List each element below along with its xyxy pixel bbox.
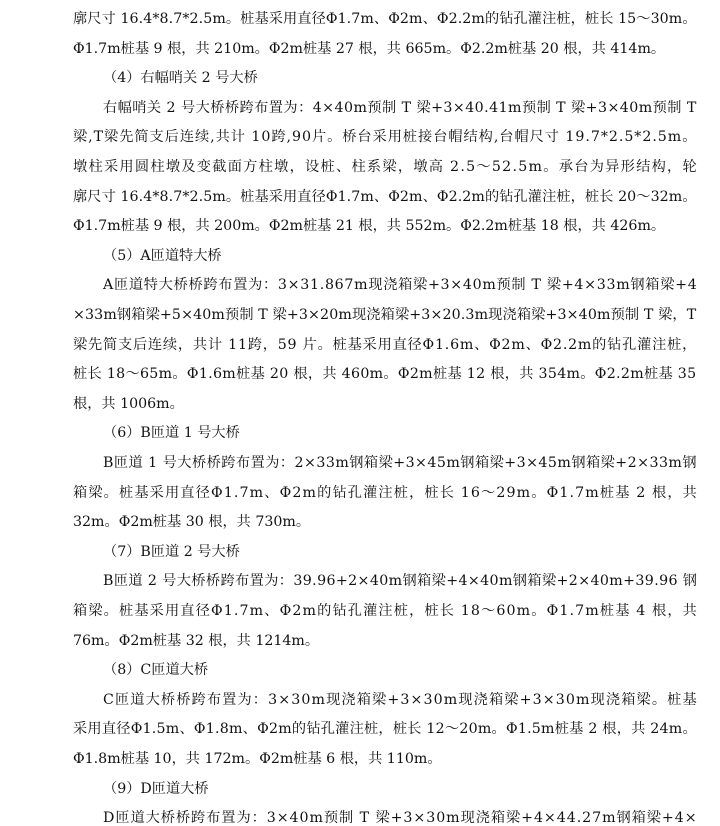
text-line: C 匝 道 大 桥 桥 跨 布 置 为 ： 3 × 3 0 m 现 浇 箱 梁 + 3 × 3 0 m 现 浇 箱 梁 + 3 × 3 0 m 现 浇 箱 梁 。 桩 基	[103, 691, 697, 708]
text-line: 廓 尺 寸 1 6 . 4 * 8 . 7 * 2 . 5 m 。 桩 基 采 用 直 径 Φ 1 . 7 m 、 Φ 2 m 、 Φ 2 . 2 m 的 钻 孔 灌 注 桩 ， 桩 长 1 5 ～ 3 0 m 。	[73, 11, 697, 27]
section-heading: （7）B匝道 2 号大桥	[103, 543, 240, 560]
text-line: Φ1.7m桩基 9 根，共 210m。Φ2m桩基 27 根，共 665m。Φ2.2m桩基 20 根，共 414m。	[73, 40, 666, 57]
section-heading: （8）C匝道大桥	[103, 662, 209, 679]
section-heading: （4）右幅哨关 2 号大桥	[103, 70, 258, 87]
section-heading: （5）A匝道特大桥	[103, 247, 222, 264]
text-line: 右 幅 哨 关 2 号 大 桥 桥 跨 布 置 为 ： 4 × 4 0 m 预 制 T 梁 + 3 × 4 0 . 4 1 m 预 制 T 梁 + 3 × 4 0 m 预 制 T	[103, 99, 697, 116]
text-line: 76m。Φ2m桩基 32 根，共 1214m。	[73, 632, 320, 649]
text-line: 梁 先 简 支 后 连 续 ， 共 计 1 1 跨 ， 5 9 片 。 桩 基 采 用 直 径 Φ 1 . 6 m 、 Φ 2 m 、 Φ 2 . 2 m 的 钻 孔 灌 注 桩 ，	[73, 336, 697, 353]
text-line: 箱 梁 。 桩 基 采 用 直 径 Φ 1 . 7 m 、 Φ 2 m 的 钻 孔 灌 注 桩 ， 桩 长 1 6 ～ 2 9 m 。 Φ 1 . 7 m 桩 基 2 根 ， 共	[73, 484, 697, 501]
text-line: 32m。Φ2m桩基 30 根，共 730m。	[73, 514, 311, 531]
text-line: 桩 长 1 8 ～ 6 5 m 。 Φ 1 . 6 m 桩 基 2 0 根 ， 共 4 6 0 m 。 Φ 2 m 桩 基 1 2 根 ， 共 3 5 4 m 。 Φ 2 . 2 m 桩 基 3 5	[73, 366, 697, 383]
section-heading: （6）B匝道 1 号大桥	[103, 425, 240, 442]
text-line: 箱 梁 。 桩 基 采 用 直 径 Φ 1 . 7 m 、 Φ 2 m 的 钻 孔 灌 注 桩 ， 桩 长 1 8 ～ 6 0 m 。 Φ 1 . 7 m 桩 基 4 根 ， 共	[73, 603, 697, 619]
text-line: 廓 尺 寸 1 6 . 4 * 8 . 7 * 2 . 5 m 。 桩 基 采 用 直 径 Φ 1 . 7 m 、 Φ 2 m 、 Φ 2 . 2 m 的 钻 孔 灌 注 桩 ， 桩 长 2 0 ～ 3 2 m 。	[73, 188, 697, 205]
section-heading: （9）D匝道大桥	[103, 780, 209, 797]
text-line: Φ1.7m桩基 9 根，共 200m。Φ2m桩基 21 根，共 552m。Φ2.2m桩基 18 根，共 426m。	[73, 218, 666, 235]
text-line: 根，共 1006m。	[73, 395, 184, 412]
text-line: B 匝 道 1 号 大 桥 桥 跨 布 置 为 ： 2 × 3 3 m 钢 箱 梁 + 3 × 4 5 m 钢 箱 梁 + 3 × 4 5 m 钢 箱 梁 + 2 × 3 3 m 钢	[103, 455, 697, 471]
text-line: 梁 , T 梁 先 简 支 后 连 续 , 共 计 1 0 跨 , 9 0 片 。 桥 台 采 用 桩 接 台 帽 结 构 , 台 帽 尺 寸 1 9 . 7 * 2 . 5 * 2 . 5 m 。	[73, 129, 697, 146]
text-line: B 匝 道 2 号 大 桥 桥 跨 布 置 为 ： 3 9 . 9 6 + 2 × 4 0 m 钢 箱 梁 + 4 × 4 0 m 钢 箱 梁 + 2 × 4 0 m + 3 9 . 9 6 钢	[103, 573, 697, 590]
text-line: D 匝 道 大 桥 桥 跨 布 置 为 ： 3 × 4 0 m 预 制 T 梁 + 3 × 3 0 m 现 浇 箱 梁 + 4 × 4 4 . 2 7 m 钢 箱 梁 + 4 ×	[103, 810, 697, 826]
text-line: 墩 柱 采 用 圆 柱 墩 及 变 截 面 方 柱 墩 ， 设 桩 、 柱 系 梁 ， 墩 高 2 . 5 ～ 5 2 . 5 m 。 承 台 为 异 形 结 构 ， 轮	[73, 159, 697, 175]
text-line: A 匝 道 特 大 桥 桥 跨 布 置 为 ： 3 × 3 1 . 8 6 7 m 现 浇 箱 梁 + 3 × 4 0 m 预 制 T 梁 + 4 × 3 3 m 钢 箱 梁 + 4	[103, 277, 697, 294]
text-line: Φ1.8m桩基 10，共 172m。Φ2m桩基 6 根，共 110m。	[73, 751, 442, 767]
text-line: 采 用 直 径 Φ 1 . 5 m 、 Φ 1 . 8 m 、 Φ 2 m 的 钻 孔 灌 注 桩 ， 桩 长 1 2 ～ 2 0 m 。 Φ 1 . 5 m 桩 基 2 根 ， 共 2 4 m 。	[73, 721, 697, 738]
text-line: × 3 3 m 钢 箱 梁 + 5 × 4 0 m 预 制 T 梁 + 3 × 2 0 m 现 浇 箱 梁 + 3 × 2 0 . 3 m 现 浇 箱 梁 + 3 × 4 0 m 预 制 T 梁 ， T	[73, 307, 697, 323]
